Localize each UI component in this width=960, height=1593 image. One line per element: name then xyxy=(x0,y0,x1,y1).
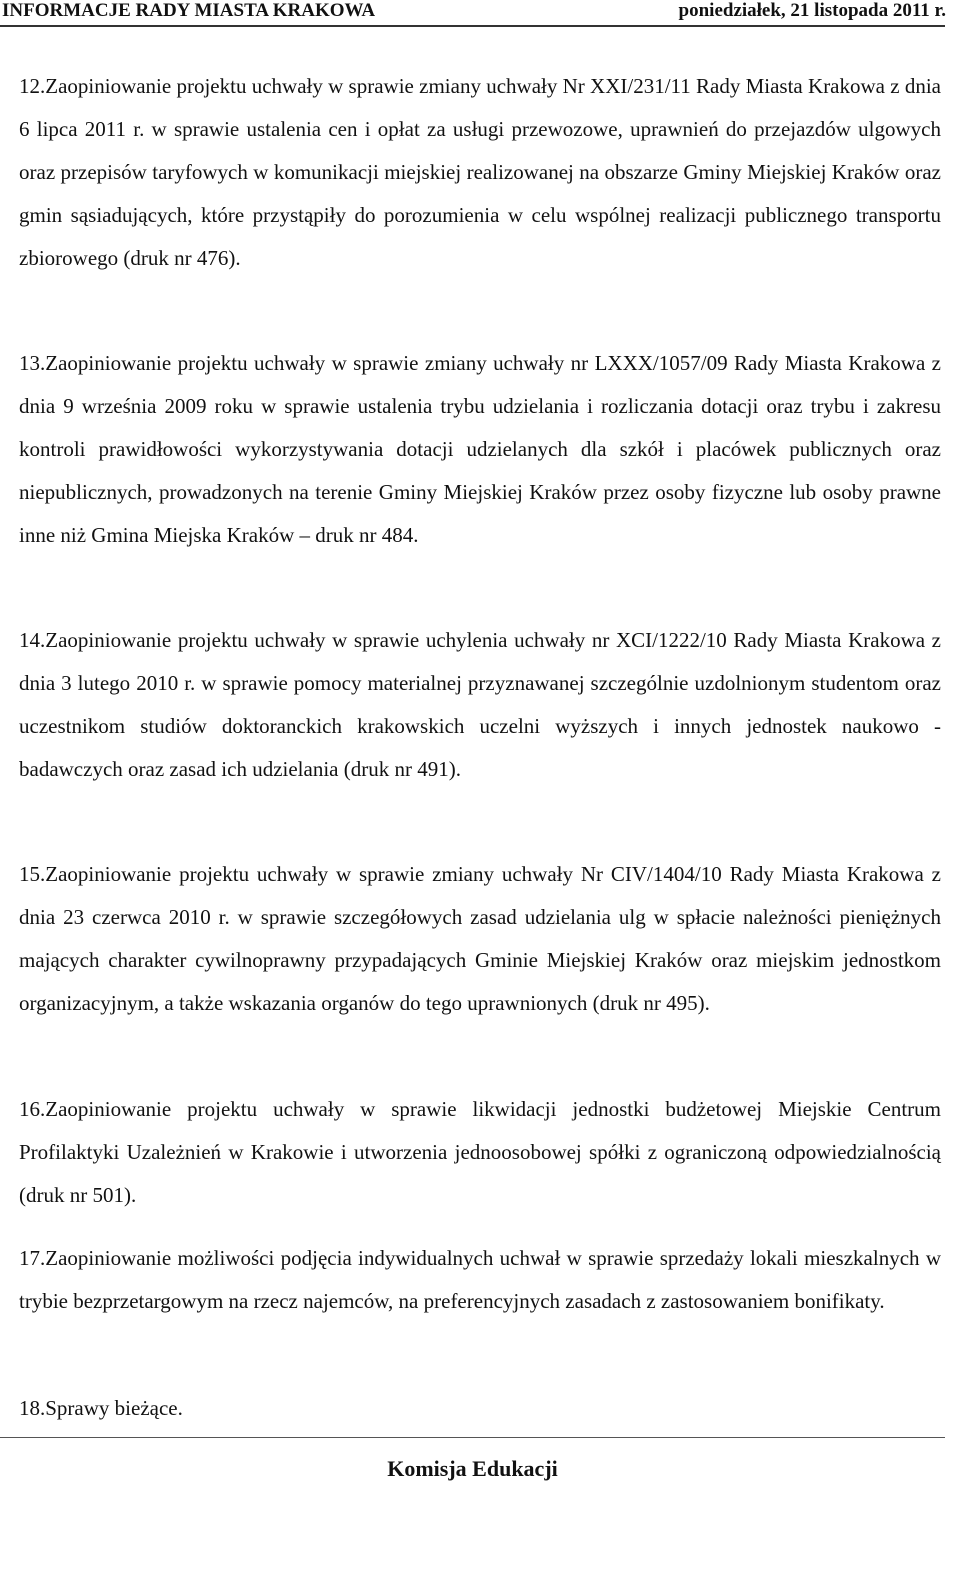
agenda-item-text: Zaopiniowanie możliwości podjęcia indywidualnych uchwał w sprawie sprzedaży lokali mieszkalnych w trybie bezprzetargowym na rzecz najemców, na preferencyjnych zasadach z zastosowaniem bonifikaty. xyxy=(19,1246,941,1313)
section-title: Komisja Edukacji xyxy=(387,1456,558,1481)
agenda-item-17 xyxy=(19,1237,941,1323)
agenda-item-number: 15. xyxy=(19,862,46,886)
agenda-item-text: Zaopiniowanie projektu uchwały w sprawie uchylenia uchwały nr XCI/1222/10 Rady Miasta Krakowa z dnia 3 lutego 2010 r. w sprawie pomocy materialnej przyznawanej szczególnie uzdolnionym studentom oraz uczestnikom studiów doktoranckich krakowskich uczelni wyższych i innych jednostek naukowo - badawczych oraz zasad ich udzielania (druk nr 491). xyxy=(19,628,941,781)
agenda-item-number: 12. xyxy=(19,74,46,98)
header-date: poniedziałek, 21 listopada 2011 r. xyxy=(678,0,946,21)
agenda-item-number: 13. xyxy=(19,351,46,375)
agenda-item-15 xyxy=(19,853,941,1025)
agenda-item-number: 18. xyxy=(19,1396,46,1420)
page-header xyxy=(0,0,960,24)
agenda-item-text: Zaopiniowanie projektu uchwały w sprawie likwidacji jednostki budżetowej Miejskie Centrum Profilaktyki Uzależnień w Krakowie i utworzenia jednoosobowej spółki z ograniczoną odpowiedzialnością (druk nr 501). xyxy=(19,1097,941,1207)
agenda-item-13 xyxy=(19,342,941,557)
agenda-item-number: 14. xyxy=(19,628,46,652)
agenda-item-number: 16. xyxy=(19,1097,46,1121)
agenda-item-14 xyxy=(19,619,941,791)
section-divider xyxy=(0,1437,945,1438)
agenda-item-16 xyxy=(19,1088,941,1217)
agenda-item-number: 17. xyxy=(19,1246,46,1270)
agenda-item-text: Zaopiniowanie projektu uchwały w sprawie zmiany uchwały Nr XXI/231/11 Rady Miasta Krakowa z dnia 6 lipca 2011 r. w sprawie ustalenia cen i opłat za usługi przewozowe, uprawnień do przejazdów ulgowych oraz przepisów taryfowych w komunikacji miejskiej realizowanej na obszarze Gminy Miejskiej Kraków oraz gmin sąsiadujących, które przystąpiły do porozumienia w celu wspólnej realizacji publicznego transportu zbiorowego (druk nr 476). xyxy=(19,74,941,270)
header-publication-title: INFORMACJE RADY MIASTA KRAKOWA xyxy=(2,0,376,21)
agenda-item-text: Zaopiniowanie projektu uchwały w sprawie zmiany uchwały Nr CIV/1404/10 Rady Miasta Krakowa z dnia 23 czerwca 2010 r. w sprawie szczegółowych zasad udzielania ulg w spłacie należności pieniężnych mających charakter cywilnoprawny przypadających Gminie Miejskiej Kraków oraz miejskim jednostkom organizacyjnym, a także wskazania organów do tego uprawnionych (druk nr 495). xyxy=(19,862,941,1015)
agenda-item-18 xyxy=(19,1387,941,1430)
agenda-item-12 xyxy=(19,65,941,280)
header-divider xyxy=(0,25,945,27)
agenda-item-text: Zaopiniowanie projektu uchwały w sprawie zmiany uchwały nr LXXX/1057/09 Rady Miasta Krakowa z dnia 9 września 2009 roku w sprawie ustalenia trybu udzielania i rozliczania dotacji oraz trybu i zakresu kontroli prawidłowości wykorzystywania dotacji udzielanych dla szkół i placówek publicznych oraz niepublicznych, prowadzonych na terenie Gminy Miejskiej Kraków przez osoby fizyczne lub osoby prawne inne niż Gmina Miejska Kraków – druk nr 484. xyxy=(19,351,941,547)
agenda-item-text: Sprawy bieżące. xyxy=(45,1396,183,1420)
